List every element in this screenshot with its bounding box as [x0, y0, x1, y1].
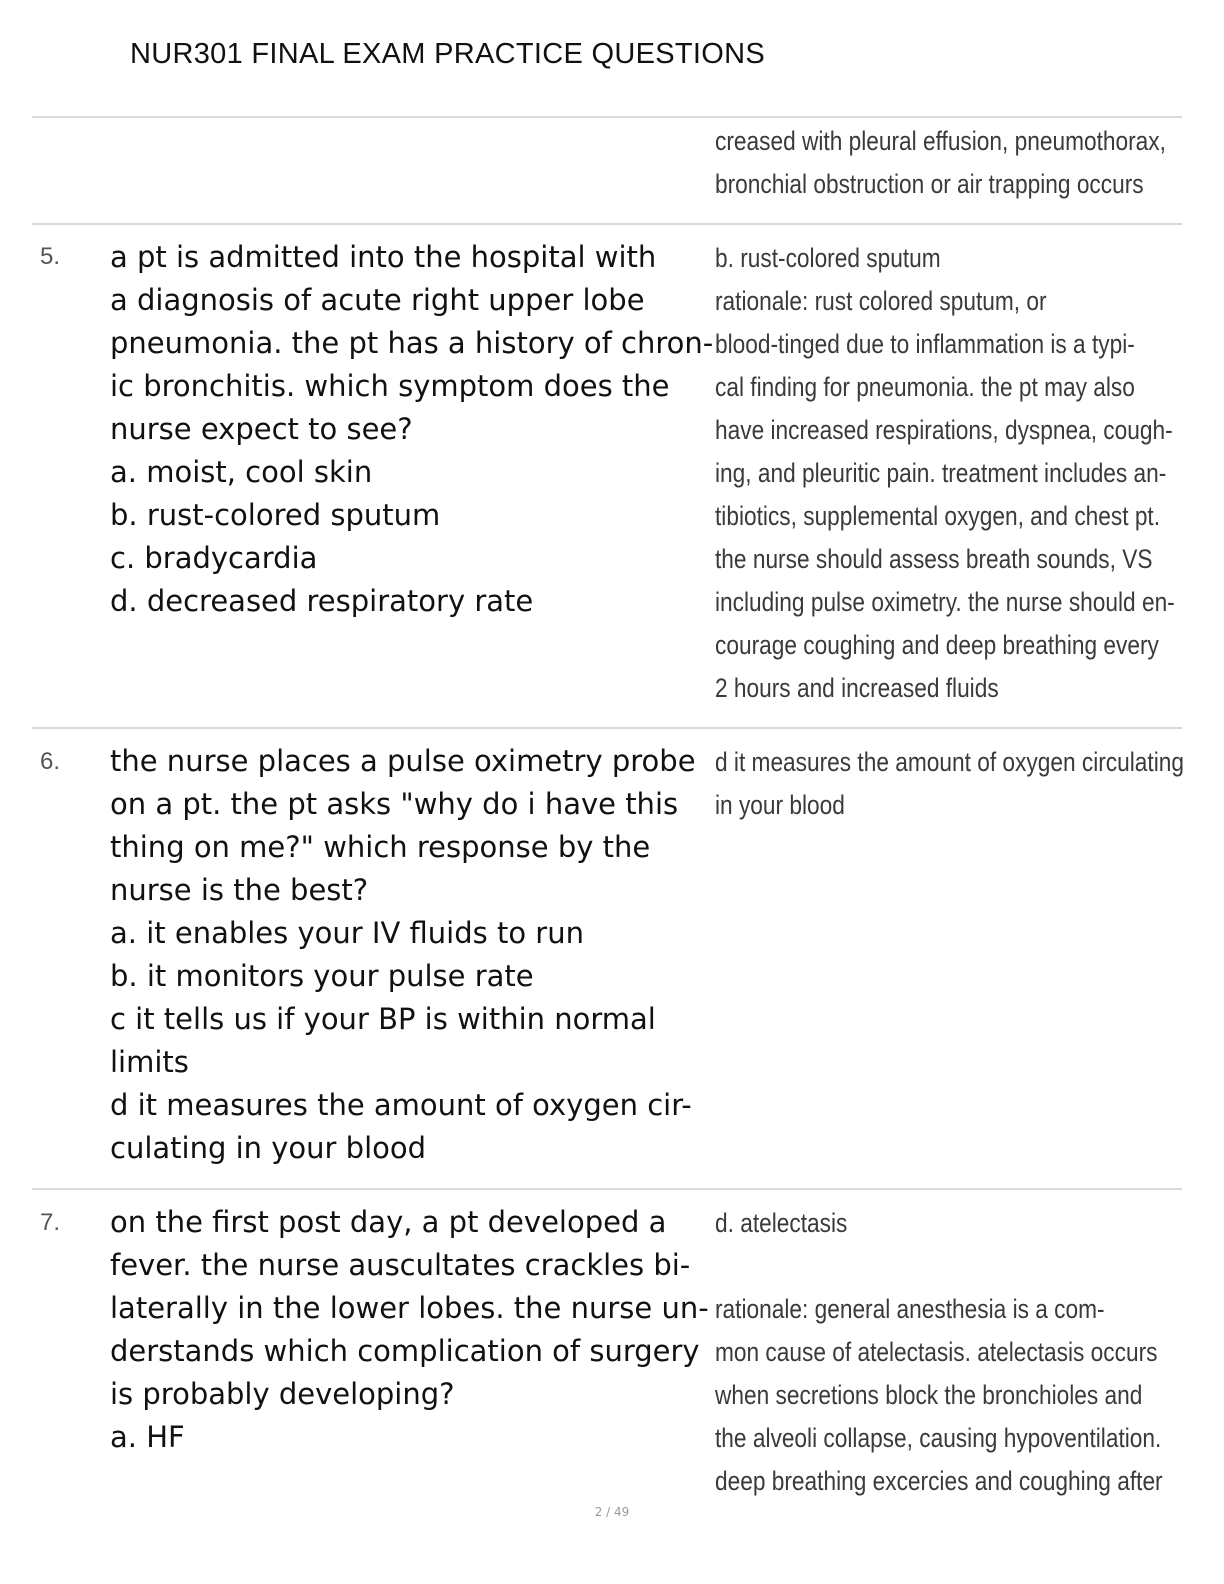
divider	[32, 1188, 1182, 1190]
divider	[32, 727, 1182, 729]
question-number: 6.	[40, 748, 61, 775]
option-a: a. moist, cool skin	[110, 455, 373, 489]
answer-line: in your blood	[715, 790, 845, 820]
option-d: d it measures the amount of oxygen cir-	[110, 1088, 692, 1122]
answer-text	[715, 237, 1175, 710]
answer-spacer	[715, 1245, 1101, 1288]
option-b: b. it monitors your pulse rate	[110, 959, 534, 993]
option-b: b. rust-colored sputum	[110, 498, 441, 532]
answer-line: rationale: rust colored sputum, or	[715, 286, 1047, 316]
question-line: nurse expect to see?	[110, 412, 413, 446]
question-line: the nurse places a pulse oximetry probe	[110, 744, 696, 778]
answer-line: creased with pleural effusion, pneumothorax,	[715, 126, 1166, 156]
answer-line: when secretions block the bronchioles and	[715, 1380, 1143, 1410]
question-line: derstands which complication of surgery	[110, 1334, 700, 1368]
continuation-answer	[715, 120, 1166, 206]
question-text	[110, 1201, 710, 1459]
option-d-continued: culating in your blood	[110, 1131, 427, 1165]
answer-line: including pulse oximetry. the nurse should en-	[715, 587, 1175, 617]
option-a: a. it enables your IV fluids to run	[110, 916, 584, 950]
question-text	[110, 236, 714, 623]
answer-line: courage coughing and deep breathing every	[715, 630, 1159, 660]
answer-line: deep breathing excercies and coughing after	[715, 1466, 1163, 1496]
answer-line: b. rust-colored sputum	[715, 243, 941, 273]
answer-line: have increased respirations, dyspnea, cough-	[715, 415, 1173, 445]
question-line: a pt is admitted into the hospital with	[110, 240, 657, 274]
answer-line: mon cause of atelectasis. atelectasis occurs	[715, 1337, 1158, 1367]
answer-line: bronchial obstruction or air trapping occurs	[715, 169, 1144, 199]
question-number: 7.	[40, 1209, 61, 1236]
answer-line: the nurse should assess breath sounds, VS	[715, 544, 1153, 574]
answer-line: cal finding for pneumonia. the pt may also	[715, 372, 1135, 402]
answer-line: ing, and pleuritic pain. treatment includes an-	[715, 458, 1167, 488]
answer-line: rationale: general anesthesia is a com-	[715, 1294, 1105, 1324]
question-line: nurse is the best?	[110, 873, 369, 907]
page-indicator: 2 / 49	[594, 1505, 630, 1519]
answer-line: 2 hours and increased fluids	[715, 673, 999, 703]
option-d: d. decreased respiratory rate	[110, 584, 534, 618]
answer-text	[715, 1202, 1163, 1503]
question-line: pneumonia. the pt has a history of chron-	[110, 326, 714, 360]
question-line: laterally in the lower lobes. the nurse un-	[110, 1291, 709, 1325]
question-line: thing on me?" which response by the	[110, 830, 651, 864]
option-c-continued: limits	[110, 1045, 189, 1079]
question-line: on the first post day, a pt developed a	[110, 1205, 667, 1239]
question-line: ic bronchitis. which symptom does the	[110, 369, 670, 403]
option-c: c it tells us if your BP is within normal	[110, 1002, 656, 1036]
question-line: on a pt. the pt asks "why do i have this	[110, 787, 679, 821]
option-c: c. bradycardia	[110, 541, 318, 575]
answer-line: blood-tinged due to inflammation is a typi-	[715, 329, 1135, 359]
answer-line: d. atelectasis	[715, 1208, 848, 1238]
answer-line: d it measures the amount of oxygen circulating	[715, 747, 1184, 777]
question-number: 5.	[40, 243, 61, 270]
question-line: fever. the nurse auscultates crackles bi-	[110, 1248, 691, 1282]
answer-text	[715, 741, 1184, 827]
option-a: a. HF	[110, 1420, 185, 1454]
question-line: a diagnosis of acute right upper lobe	[110, 283, 645, 317]
question-text	[110, 740, 710, 1170]
question-line: is probably developing?	[110, 1377, 455, 1411]
page-title: NUR301 FINAL EXAM PRACTICE QUESTIONS	[130, 38, 765, 70]
divider	[32, 223, 1182, 225]
answer-line: tibiotics, supplemental oxygen, and chest pt.	[715, 501, 1161, 531]
answer-line: the alveoli collapse, causing hypoventilation.	[715, 1423, 1162, 1453]
divider	[32, 116, 1182, 118]
